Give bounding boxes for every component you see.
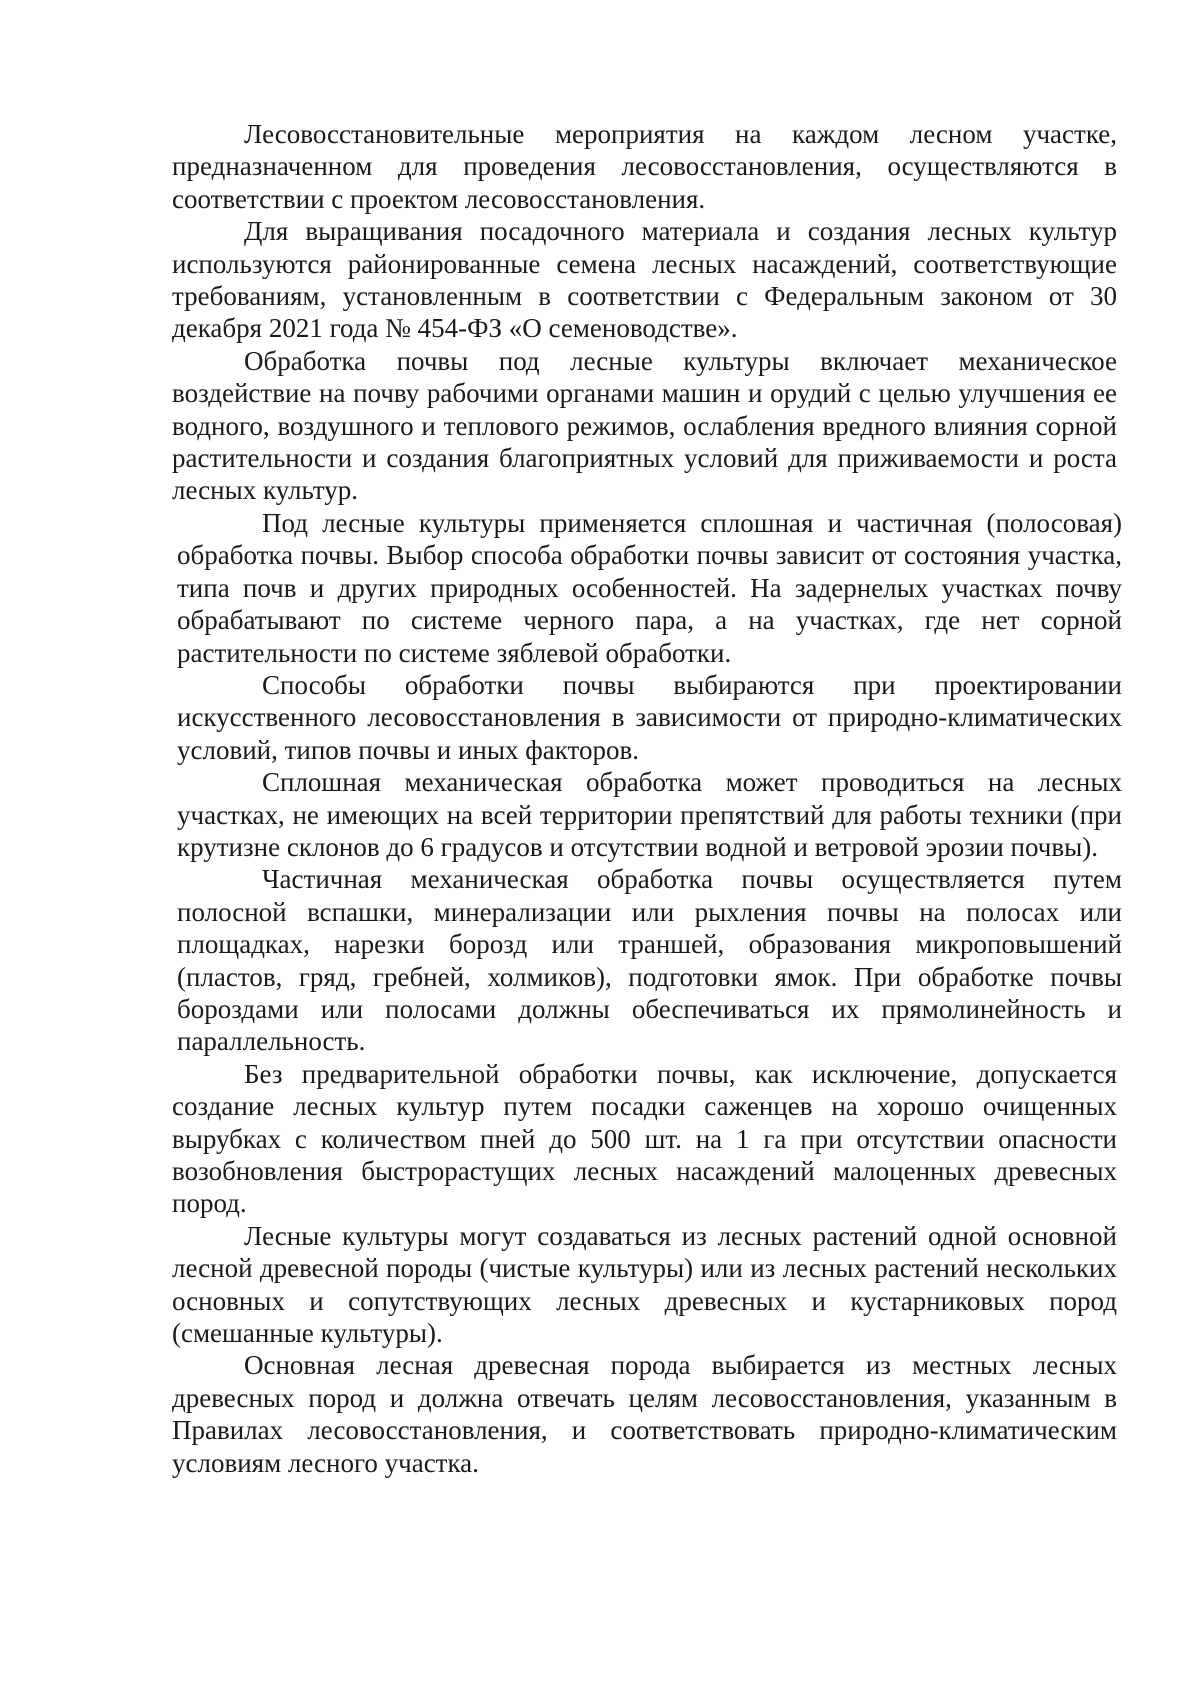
paragraph-6: Сплошная механическая обработка может проводиться на лесных участках, не имеющих на всей территории препятствий для работы техники (при крутизне склонов до 6 градусов и отсутствии водной и ветровой эрозии почвы). [177,767,1122,862]
document-body [172,118,1122,1479]
paragraph-1: Лесовосстановительные мероприятия на каждом лесном участке, предназначенном для проведения лесовосстановления, осуществляются в соответствии с проектом лесовосстановления. [172,119,1117,214]
paragraph-9: Лесные культуры могут создаваться из лесных растений одной основной лесной древесной породы (чистые культуры) или из лесных растений нескольких основных и сопутствующих лесных древесных и кустарниковых пород (смешанные культуры). [172,1220,1117,1349]
paragraph-8: Без предварительной обработки почвы, как исключение, допускается создание лесных культур путем посадки саженцев на хорошо очищенных вырубках с количеством пней до 500 шт. на 1 га при отсутствии опасности возобновления быстрорастущих лесных насаждений малоценных древесных пород. [172,1058,1117,1219]
paragraph-7: Частичная механическая обработка почвы осуществляется путем полосной вспашки, минерализации или рыхления почвы на полосах или площадках, нарезки борозд или траншей, образования микроповышений (пластов, гряд, гребней, холмиков), подготовки ямок. При обработке почвы бороздами или полосами должны обеспечиваться их прямолинейность и параллельность. [177,864,1122,1057]
paragraph-2: Для выращивания посадочного материала и создания лесных культур используются районированные семена лесных насаждений, соответствующие требованиям, установленным в соответствии с Федеральным законом от 30 декабря 2021 года № 454-ФЗ «О семеноводстве». [172,216,1117,344]
paragraph-4: Под лесные культуры применяется сплошная и частичная (полосовая) обработка почвы. Выбор способа обработки почвы зависит от состояния участка, типа почв и других природных особенностей. На задернелых участках почву обрабатывают по системе черного пара, а на участках, где нет сорной растительности по системе зяблевой обработки. [177,507,1122,668]
paragraph-10: Основная лесная древесная порода выбирается из местных лесных древесных пород и должна отвечать целям лесовосстановления, указанным в Правилах лесовосстановления, и соответствовать природно-климатическим условиям лесного участка. [172,1350,1117,1478]
paragraph-5: Способы обработки почвы выбираются при проектировании искусственного лесовосстановления в зависимости от природно-климатических условий, типов почвы и иных факторов. [177,669,1122,765]
paragraph-3: Обработка почвы под лесные культуры включает механическое воздействие на почву рабочими органами машин и орудий с целью улучшения ее водного, воздушного и теплового режимов, ослабления вредного влияния сорной растительности и создания благоприятных условий для приживаемости и роста лесных культур. [172,345,1117,506]
